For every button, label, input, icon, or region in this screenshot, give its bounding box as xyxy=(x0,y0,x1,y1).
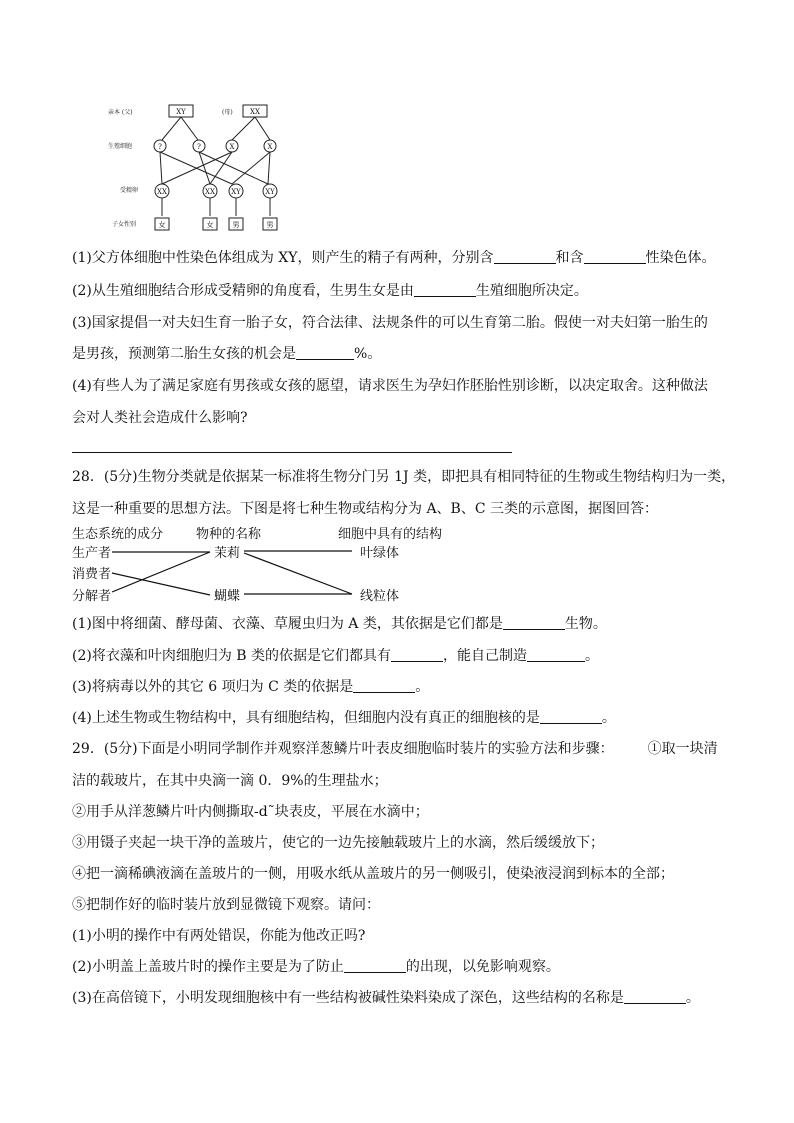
classification-diagram xyxy=(70,522,470,606)
q28-line-1: 28．(5分)生物分类就是依据某一标准将生物分门另 1J 类，即把具有相同特征的生物或生物结构归为一类， xyxy=(72,469,736,485)
q28-line-2: 这是一种重要的思想方法。下图是将七种生物或结构分为 A、B、C 三类的示意图，据图回答： xyxy=(72,501,659,517)
zygote-1: XX xyxy=(157,188,167,196)
q29-line-1: 29．(5分)下面是小明同学制作并观察洋葱鳞片叶表皮细胞临时装片的实验方法和步骤： ①取一块清 xyxy=(72,741,718,757)
answer-blank[interactable] xyxy=(584,249,646,264)
child-3: 男 xyxy=(232,221,240,229)
egg-1: X xyxy=(229,143,235,151)
child-1: 女 xyxy=(158,221,166,229)
q28-sub-1: (1)图中将细菌、酵母菌、衣藻、草履虫归为 A 类，其依据是它们都是 生物。 xyxy=(72,616,607,632)
header-ecosystem: 生态系统的成分 xyxy=(72,527,164,542)
answer-blank[interactable] xyxy=(540,709,602,724)
answer-blank[interactable] xyxy=(624,989,686,1004)
father-genotype: XY xyxy=(176,108,186,116)
middle-jasmine: 茉莉 xyxy=(214,546,241,561)
sperm-2: ? xyxy=(197,143,201,151)
sperm-1: ? xyxy=(158,143,162,151)
q29-sub-1: (1)小明的操作中有两处错误，你能为他改正吗? xyxy=(72,928,366,944)
answer-blank[interactable] xyxy=(391,647,443,662)
answer-blank[interactable] xyxy=(344,958,406,973)
zygote-3: XY xyxy=(231,188,241,196)
q27-line-4: 是男孩，预测第二胎生女孩的机会是 %。 xyxy=(72,346,382,362)
q29-line-4: ③用镊子夹起一块干净的盖玻片，使它的一边先接触载玻片上的水滴，然后缓缓放下； xyxy=(72,835,604,851)
q28-sub-4: (4)上述生物或生物结构中，具有细胞结构，但细胞内没有真正的细胞核的是 。 xyxy=(72,710,616,726)
genetics-diagram xyxy=(100,98,300,238)
q29-sub-2: (2)小明盖上盖玻片时的操作主要是为了防止 的出现，以免影响观察。 xyxy=(72,959,560,975)
middle-butterfly: 蝴蝶 xyxy=(214,589,241,604)
label-zygote: 受精卵 xyxy=(120,187,139,194)
answer-blank[interactable] xyxy=(527,647,585,662)
right-chloroplast: 叶绿体 xyxy=(360,546,400,561)
mother-genotype: XX xyxy=(250,108,260,116)
answer-blank[interactable] xyxy=(296,345,354,360)
q28-sub-3: (3)将病毒以外的其它 6 项归为 C 类的依据是 。 xyxy=(72,679,430,695)
answer-line[interactable] xyxy=(72,452,512,453)
label-offspring: 子女性别 xyxy=(112,221,137,228)
q29-line-6: ⑤把制作好的临时装片放到显微镜下观察。请问： xyxy=(72,897,380,913)
q27-line-1: (1)父方体细胞中性染色体组成为 XY，则产生的精子有两种，分别含 和含 性染色体。 xyxy=(72,250,716,266)
egg-2: X xyxy=(267,143,273,151)
q29-line-2: 洁的载玻片，在其中央滴一滴 0．9%的生理盐水； xyxy=(72,773,388,789)
zygote-4: XY xyxy=(265,188,275,196)
right-mitochondria: 线粒体 xyxy=(360,589,400,604)
zygote-2: XX xyxy=(205,188,215,196)
q28-sub-2: (2)将衣藻和叶肉细胞归为 B 类的依据是它们都具有 ，能自己制造 。 xyxy=(72,648,600,664)
answer-blank[interactable] xyxy=(503,615,565,630)
label-mother: (母) xyxy=(222,109,233,116)
child-4: 男 xyxy=(266,221,274,229)
q29-line-5: ④把一滴稀碘液滴在盖玻片的一侧，用吸水纸从盖玻片的另一侧吸引，使染液浸润到标本的全部； xyxy=(72,866,674,882)
answer-blank[interactable] xyxy=(414,282,476,297)
answer-blank[interactable] xyxy=(353,678,415,693)
label-parents: 亲本 (父) xyxy=(108,109,133,116)
left-consumer: 消费者 xyxy=(72,567,112,582)
left-decomposer: 分解者 xyxy=(72,589,112,604)
left-producer: 生产者 xyxy=(72,546,112,561)
q27-line-3: (3)国家提倡一对夫妇生育一胎子女，符合法律、法规条件的可以生育第二胎。假使一对夫妇第一胎生的 xyxy=(72,315,708,331)
q27-line-2: (2)从生殖细胞结合形成受精卵的角度看，生男生女是由 生殖细胞所决定。 xyxy=(72,283,588,299)
answer-blank[interactable] xyxy=(494,249,556,264)
q27-line-5: (4)有些人为了满足家庭有男孩或女孩的愿望，请求医生为孕妇作胚胎性别诊断，以决定取舍。这种做法 xyxy=(72,378,708,394)
header-species: 物种的名称 xyxy=(196,527,262,542)
q27-line-6: 会对人类社会造成什么影响? xyxy=(72,410,248,426)
header-structure: 细胞中具有的结构 xyxy=(338,527,443,542)
q29-line-3: ②用手从洋葱鳞片叶内侧撕取-d˜块表皮，平展在水滴中； xyxy=(72,804,429,820)
child-2: 女 xyxy=(206,221,214,229)
q29-sub-3: (3)在高倍镜下，小明发现细胞核中有一些结构被碱性染料染成了深色，这些结构的名称是 。 xyxy=(72,990,700,1006)
label-gametes: 生殖细胞 xyxy=(108,143,133,150)
